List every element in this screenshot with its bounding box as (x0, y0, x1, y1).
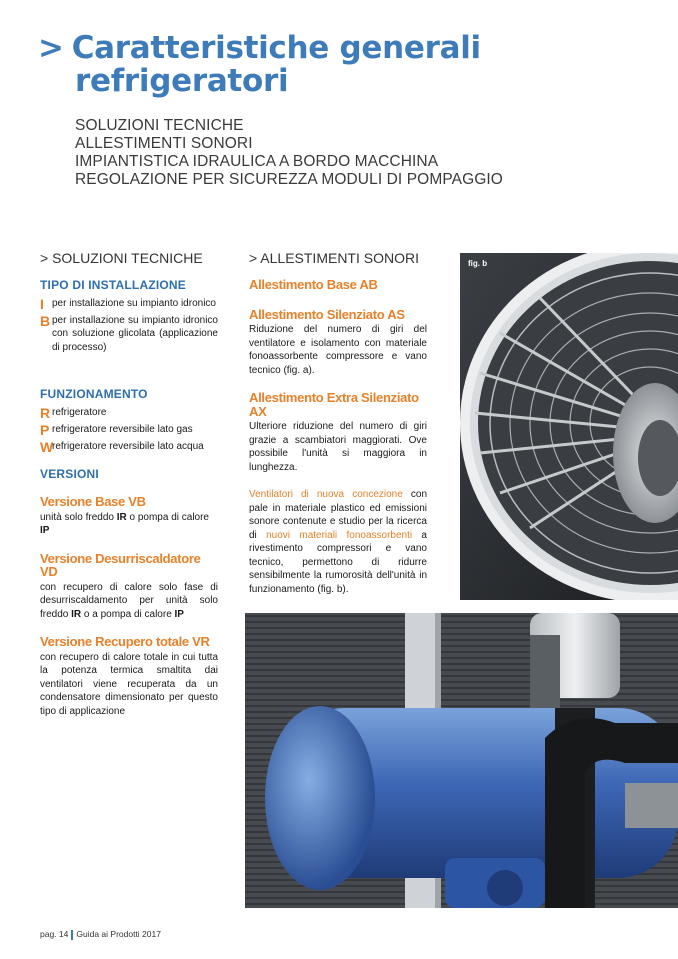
equipment-illustration (245, 613, 678, 908)
subtitle: ALLESTIMENTI SONORI (75, 135, 253, 152)
item-letter: R (40, 404, 51, 421)
fan-photo (460, 253, 678, 600)
version-vb-title: Versione Base VB (40, 494, 146, 509)
list-item (40, 314, 218, 355)
version-vd-title: Versione Desurriscaldatore VD (40, 550, 201, 579)
subtitle: SOLUZIONI TECNICHE (75, 117, 244, 134)
item-letter: I (40, 295, 44, 312)
section-heading-soluzioni: > SOLUZIONI TECNICHE (40, 250, 203, 266)
item-text: per installazione su impianto idronico (52, 297, 216, 309)
text-bold: IP (174, 608, 184, 620)
text-fragment: o pompa di calore (126, 511, 209, 523)
text-bold: IR (116, 511, 127, 523)
text-fragment: con recupero di calore solo fase di desurriscaldamento per unità solo freddo (40, 581, 218, 620)
allestimento-ax-text: Ulteriore riduzione del numero di giri grazie a scambiatori maggiorati. Ove possibile l'unità si maggiora in lunghezza. (249, 421, 427, 473)
text-fragment: unità solo freddo (40, 511, 117, 523)
item-letter: P (40, 421, 50, 438)
fan-illustration (460, 253, 678, 600)
item-text: per installazione su impianto idronico con soluzione glicolata (applicazione di processo) (52, 314, 218, 353)
ventilatori-text (249, 488, 427, 596)
allestimento-as-title: Allestimento Silenziato AS (249, 306, 405, 322)
page-title (38, 32, 598, 98)
item-text: refrigeratore (52, 406, 107, 418)
item-text: refrigeratore reversibile lato gas (52, 423, 193, 435)
version-vr-title: Versione Recupero totale VR (40, 634, 210, 649)
version-vd-text (40, 581, 218, 622)
item-letter: B (40, 312, 51, 329)
version-vr-text: con recupero di calore totale in cui tutta la potenza termica smaltita dai ventilatori viene recuperata da un condensatore dimensionato per questo tipo di applicazione (40, 651, 218, 717)
figure-label: fig. b (468, 259, 488, 268)
equipment-photo (245, 613, 678, 908)
text-fragment: con pale in materiale plastico ed emissioni sonore contenute e studio per la ricerca di (249, 489, 428, 541)
title-arrow: > (38, 30, 64, 66)
list-item (40, 440, 218, 454)
versioni-heading: VERSIONI (40, 466, 99, 481)
footer-separator (71, 930, 73, 940)
highlight-text: nuovi materiali fonoassorbenti (266, 529, 413, 541)
item-text: refrigeratore reversibile lato acqua (52, 440, 204, 452)
subtitle: IMPIANTISTICA IDRAULICA A BORDO MACCHINA (75, 153, 439, 170)
left-column (40, 279, 218, 718)
title-line-1: Caratteristiche generali (71, 30, 481, 66)
text-bold: IP (40, 525, 50, 536)
middle-column (249, 278, 427, 596)
highlight-text: Ventilatori di nuova concezione (249, 489, 403, 500)
funzionamento-heading: FUNZIONAMENTO (40, 387, 148, 401)
allestimento-ax-title: Allestimento Extra Silenziato AX (249, 390, 419, 419)
text-fragment: o a pompa di calore (81, 608, 175, 620)
section-heading-allestimenti: > ALLESTIMENTI SONORI (249, 250, 419, 266)
page-footer (40, 929, 161, 940)
subtitle-list (75, 117, 503, 189)
item-letter: W (40, 438, 54, 455)
list-item (40, 297, 218, 311)
installazione-heading: TIPO DI INSTALLAZIONE (40, 278, 186, 292)
list-item (40, 406, 218, 420)
title-line-2: refrigeratori (75, 63, 289, 99)
text-fragment: a rivestimento compressori e vano tecnico, permettono di ridurre sensibilmente la rumorosità dell'unità in funzionamento (fig. b). (249, 529, 427, 595)
guide-name: Guida ai Prodotti 2017 (76, 929, 161, 939)
list-item (40, 423, 218, 437)
subtitle: REGOLAZIONE PER SICUREZZA MODULI DI POMPAGGIO (75, 171, 503, 188)
version-vb-text (40, 511, 218, 538)
allestimento-as-text: Riduzione del numero di giri del ventilatore e isolamento con materiale fonoassorbente compressore e vano tecnico (fig. a). (249, 324, 427, 376)
page-number: pag. 14 (40, 929, 69, 939)
allestimento-ab-title: Allestimento Base AB (249, 277, 378, 292)
text-bold: IR (71, 608, 82, 620)
